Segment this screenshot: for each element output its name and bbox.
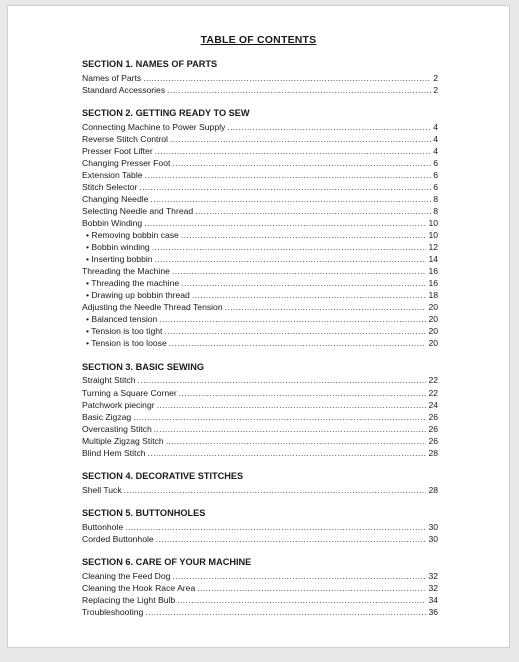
page-number: 32 [428, 583, 438, 593]
dot-leader [157, 399, 427, 411]
section-heading: SECTION 2. GETTING READY TO SEW [82, 108, 250, 119]
page-number: 34 [428, 595, 438, 606]
toc-entry-label: Corded Buttonhole [82, 533, 154, 544]
dot-leader [159, 313, 426, 325]
section-heading: SECTION 6. CARE OF YOUR MACHINE [82, 557, 252, 568]
dot-leader [225, 301, 427, 313]
dot-leader [138, 374, 427, 386]
dot-leader [172, 157, 431, 169]
toc-entry [82, 570, 438, 582]
toc-entry-label: Stitch Selector [82, 181, 138, 192]
dot-leader [192, 289, 427, 301]
dot-leader [177, 594, 426, 606]
toc-section [82, 557, 438, 618]
page-number: 26 [428, 423, 438, 434]
toc-entry [82, 169, 438, 181]
page-number: 10 [428, 217, 438, 228]
toc-entry-label: Reverse Stitch Control [82, 133, 168, 144]
toc-entry [82, 594, 438, 606]
toc-entry [82, 337, 438, 349]
toc-entry-label: Extension Table [82, 169, 143, 180]
toc-entry-label: Cleaning the Feed Dog [82, 570, 171, 581]
dot-leader [145, 606, 426, 618]
toc-entry [82, 606, 438, 618]
toc-entry-label: Changing Needle [82, 193, 149, 204]
toc-entry [82, 387, 438, 399]
dot-leader [125, 521, 426, 533]
page-number: 20 [428, 326, 438, 337]
toc-entry-label: Replacing the Light Bulb [82, 595, 176, 606]
document-page [7, 5, 510, 648]
toc-entry-label: Threading the Machine [82, 266, 170, 277]
page-number: 18 [428, 290, 438, 301]
page-number: 26 [428, 435, 438, 446]
page-number: 4 [433, 133, 438, 144]
toc-entry-label: Names of Parts [82, 72, 142, 83]
toc-entry-label: Turning a Square Corner [82, 387, 177, 398]
page-number: 16 [428, 266, 438, 277]
toc-entry [82, 265, 438, 277]
page-number: 6 [433, 181, 438, 192]
page-number: 8 [433, 205, 438, 216]
section-heading: SECTION 5. BUTTONHOLES [82, 508, 206, 519]
toc-entry [82, 411, 438, 423]
toc-entry [82, 181, 438, 193]
dot-leader [155, 253, 427, 265]
toc-entry [82, 521, 438, 533]
page-number: 22 [428, 387, 438, 398]
page-number: 26 [428, 411, 438, 422]
toc-entry-label: Changing Presser Foot [82, 157, 171, 168]
page-number: 8 [433, 193, 438, 204]
dot-leader [170, 133, 431, 145]
dot-leader [124, 484, 427, 496]
toc-entry-label: Selecting Needle and Thread [82, 205, 194, 216]
toc-entry [82, 193, 438, 205]
page-number: 20 [428, 314, 438, 325]
toc-entry [82, 313, 438, 325]
page-number: 36 [428, 607, 438, 618]
dot-leader [172, 265, 427, 277]
dot-leader [145, 169, 432, 181]
dot-leader [167, 84, 431, 96]
page-number: 32 [428, 570, 438, 581]
dot-leader [181, 229, 427, 241]
toc-entry [82, 447, 438, 459]
dot-leader [139, 181, 431, 193]
page-number: 2 [433, 72, 438, 83]
toc-entry [82, 205, 438, 217]
toc-entry [82, 325, 438, 337]
toc-entry [82, 253, 438, 265]
toc-entry [82, 423, 438, 435]
page-number: 14 [428, 254, 438, 265]
toc-subentry-label: • Tension is too loose [86, 338, 167, 349]
page-number: 12 [428, 242, 438, 253]
toc-subentry-label: • Balanced tension [86, 314, 158, 325]
toc-entry [82, 582, 438, 594]
toc-entry [82, 121, 438, 133]
page-number: 30 [428, 521, 438, 532]
toc-entry [82, 301, 438, 313]
page-number: 24 [428, 399, 438, 410]
toc-entry [82, 72, 438, 84]
toc-entry-label: Buttonhole [82, 521, 124, 532]
page-number: 30 [428, 533, 438, 544]
page-number: 6 [433, 169, 438, 180]
dot-leader [156, 533, 427, 545]
page-number: 28 [428, 484, 438, 495]
page-number: 2 [433, 84, 438, 95]
toc-entry [82, 484, 438, 496]
page-number: 4 [433, 145, 438, 156]
dot-leader [197, 582, 426, 594]
page-number: 28 [428, 447, 438, 458]
toc-entry [82, 435, 438, 447]
dot-leader [152, 241, 427, 253]
toc-entry-label: Adjusting the Needle Thread Tension [82, 302, 223, 313]
toc-section [82, 108, 438, 349]
toc-subentry-label: • Inserting bobbin [86, 254, 153, 265]
page-number: 20 [428, 302, 438, 313]
toc-entry-label: Presser Foot Lifter [82, 145, 153, 156]
table-of-contents [82, 59, 438, 631]
toc-entry-label: Basic Zigzag [82, 411, 132, 422]
toc-entry-label: Bobbin Winding [82, 217, 143, 228]
page-title: TABLE OF CONTENTS [200, 34, 317, 46]
toc-entry [82, 84, 438, 96]
toc-entry-label: Connecting Machine to Power Supply [82, 121, 226, 132]
section-heading: SECTION 1. NAMES OF PARTS [82, 59, 218, 69]
page-number: 6 [433, 157, 438, 168]
toc-entry [82, 145, 438, 157]
toc-subentry-label: • Threading the machine [86, 278, 180, 289]
toc-entry-label: Multiple Zigzag Stitch [82, 435, 164, 446]
section-heading: SECTION 4. DECORATIVE STITCHES [82, 471, 244, 482]
toc-section [82, 508, 438, 545]
toc-subentry-label: • Bobbin winding [86, 242, 150, 253]
dot-leader [155, 145, 432, 157]
toc-entry [82, 217, 438, 229]
toc-entry-label: Straight Stitch [82, 375, 136, 386]
dot-leader [179, 387, 427, 399]
section-heading: SECTION 3. BASIC SEWING [82, 361, 205, 372]
toc-entry [82, 157, 438, 169]
dot-leader [144, 217, 426, 229]
dot-leader [150, 193, 431, 205]
toc-section [82, 471, 438, 496]
toc-entry-label: Cleaning the Hook Race Area [82, 583, 196, 593]
toc-entry [82, 241, 438, 253]
toc-subentry-label: • Drawing up bobbin thread [86, 290, 190, 301]
toc-entry [82, 229, 438, 241]
toc-entry-label: Patchwork piecingr [82, 399, 155, 410]
toc-entry-label: Shell Tuck [82, 484, 122, 495]
toc-entry-label: Standard Accessories [82, 84, 166, 95]
dot-leader [181, 277, 426, 289]
toc-entry [82, 277, 438, 289]
dot-leader [133, 411, 426, 423]
dot-leader [166, 435, 427, 447]
toc-entry-label: Overcasting Stitch [82, 423, 152, 434]
dot-leader [148, 447, 427, 459]
page-number: 20 [428, 338, 438, 349]
dot-leader [172, 570, 426, 582]
toc-section [82, 362, 438, 459]
toc-entry [82, 289, 438, 301]
toc-subentry-label: • Removing bobbin case [86, 230, 179, 241]
dot-leader [195, 205, 431, 217]
dot-leader [154, 423, 427, 435]
toc-entry-label: Blind Hem Stitch [82, 447, 146, 458]
toc-entry [82, 533, 438, 545]
dot-leader [164, 325, 426, 337]
page-number: 4 [433, 121, 438, 132]
page-number: 22 [428, 375, 438, 386]
toc-entry-label: Troubleshooting [82, 607, 144, 618]
toc-entry [82, 133, 438, 145]
dot-leader [143, 72, 431, 84]
toc-entry [82, 374, 438, 386]
page-number: 10 [428, 230, 438, 241]
toc-subentry-label: • Tension is too tight [86, 326, 163, 337]
toc-section [82, 59, 438, 96]
page-number: 16 [428, 278, 438, 289]
dot-leader [227, 121, 431, 133]
toc-entry [82, 399, 438, 411]
dot-leader [169, 337, 427, 349]
